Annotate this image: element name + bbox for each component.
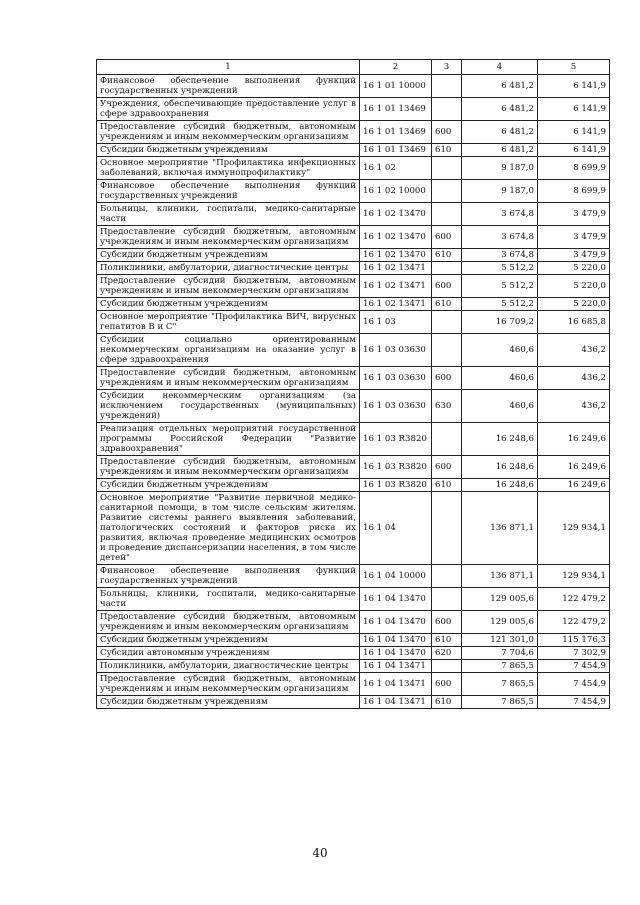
table-row — [97, 390, 610, 423]
row-value-1: 7 865,5 — [462, 673, 538, 696]
row-value-2: 16 249,6 — [538, 479, 610, 492]
row-expense-type — [432, 565, 462, 588]
table-row — [97, 479, 610, 492]
row-value-1: 129 005,6 — [462, 588, 538, 611]
table-header — [97, 60, 610, 75]
row-name: Предоставление субсидий бюджетным, автономным учреждениям и иным некоммерческим организациям — [97, 275, 360, 298]
row-code: 16 1 02 10000 — [360, 180, 432, 203]
row-expense-type — [432, 75, 462, 98]
row-name: Финансовое обеспечение выполнения функций государственных учреждений — [97, 565, 360, 588]
table-row — [97, 157, 610, 180]
header-col-1: 1 — [97, 60, 360, 75]
row-value-2: 5 220,0 — [538, 298, 610, 311]
row-value-2: 16 249,6 — [538, 456, 610, 479]
table-row — [97, 226, 610, 249]
table-row — [97, 311, 610, 334]
row-value-2: 129 934,1 — [538, 492, 610, 565]
row-value-1: 5 512,2 — [462, 298, 538, 311]
row-name: Субсидии бюджетным учреждениям — [97, 249, 360, 262]
table-row — [97, 298, 610, 311]
row-value-2: 436,2 — [538, 334, 610, 367]
row-name: Субсидии социально ориентированным некоммерческим организациям на оказание услуг в сфере здравоохранения — [97, 334, 360, 367]
row-expense-type: 610 — [432, 298, 462, 311]
row-name: Поликлиники, амбулатории, диагностические центры — [97, 660, 360, 673]
row-value-1: 16 248,6 — [462, 423, 538, 456]
row-value-1: 3 674,8 — [462, 226, 538, 249]
row-value-1: 129 005,6 — [462, 611, 538, 634]
row-name: Субсидии бюджетным учреждениям — [97, 144, 360, 157]
row-value-2: 16 249,6 — [538, 423, 610, 456]
table-row — [97, 334, 610, 367]
row-code: 16 1 03 03630 — [360, 390, 432, 423]
row-code: 16 1 02 13470 — [360, 249, 432, 262]
row-name: Субсидии бюджетным учреждениям — [97, 634, 360, 647]
row-expense-type — [432, 311, 462, 334]
row-name: Больницы, клиники, госпитали, медико-санитарные части — [97, 588, 360, 611]
row-code: 16 1 04 13470 — [360, 611, 432, 634]
row-value-1: 5 512,2 — [462, 262, 538, 275]
row-code: 16 1 04 13471 — [360, 673, 432, 696]
row-value-1: 121 301,0 — [462, 634, 538, 647]
row-value-2: 3 479,9 — [538, 226, 610, 249]
row-expense-type — [432, 588, 462, 611]
table-row — [97, 588, 610, 611]
row-name: Основное мероприятие "Развитие первичной медико-санитарной помощи, в том числе сельским жителям. Развитие системы раннего выявления заболеваний, патологических состояний и факторов риска их развития, включая проведение медицинских осмотров и проведение диспансеризации населения, в том числе детей" — [97, 492, 360, 565]
table-row — [97, 634, 610, 647]
row-name: Субсидии бюджетным учреждениям — [97, 479, 360, 492]
row-expense-type: 600 — [432, 275, 462, 298]
row-value-1: 7 865,5 — [462, 660, 538, 673]
row-value-2: 6 141,9 — [538, 98, 610, 121]
row-name: Предоставление субсидий бюджетным, автономным учреждениям и иным некоммерческим организациям — [97, 367, 360, 390]
row-value-2: 6 141,9 — [538, 75, 610, 98]
header-row — [97, 60, 610, 75]
row-code: 16 1 04 10000 — [360, 565, 432, 588]
row-code: 16 1 02 13471 — [360, 275, 432, 298]
row-code: 16 1 04 13471 — [360, 660, 432, 673]
table-row — [97, 75, 610, 98]
row-name: Субсидии некоммерческим организациям (за исключением государственных (муниципальных) учреждений) — [97, 390, 360, 423]
row-code: 16 1 02 13471 — [360, 298, 432, 311]
row-value-1: 460,6 — [462, 367, 538, 390]
row-value-2: 436,2 — [538, 367, 610, 390]
row-name: Финансовое обеспечение выполнения функций государственных учреждений — [97, 180, 360, 203]
row-expense-type — [432, 334, 462, 367]
row-value-2: 8 699,9 — [538, 157, 610, 180]
row-value-1: 16 248,6 — [462, 456, 538, 479]
row-expense-type: 610 — [432, 634, 462, 647]
row-value-1: 460,6 — [462, 334, 538, 367]
row-expense-type: 600 — [432, 611, 462, 634]
page-number: 40 — [312, 846, 328, 860]
table-row — [97, 456, 610, 479]
row-name: Реализация отдельных мероприятий государственной программы Российской Федерации "Развитие здравоохранения" — [97, 423, 360, 456]
table-row — [97, 249, 610, 262]
row-code: 16 1 01 13469 — [360, 121, 432, 144]
table-row — [97, 275, 610, 298]
row-value-2: 7 454,9 — [538, 660, 610, 673]
row-expense-type — [432, 203, 462, 226]
row-value-2: 8 699,9 — [538, 180, 610, 203]
row-value-1: 136 871,1 — [462, 492, 538, 565]
table-row — [97, 565, 610, 588]
row-value-1: 6 481,2 — [462, 75, 538, 98]
table-body — [97, 75, 610, 709]
budget-table — [96, 59, 610, 709]
row-value-2: 3 479,9 — [538, 249, 610, 262]
row-value-2: 7 302,9 — [538, 647, 610, 660]
row-code: 16 1 02 13470 — [360, 203, 432, 226]
row-expense-type — [432, 492, 462, 565]
row-name: Субсидии автономным учреждениям — [97, 647, 360, 660]
row-value-2: 436,2 — [538, 390, 610, 423]
row-value-1: 9 187,0 — [462, 157, 538, 180]
row-name: Субсидии бюджетным учреждениям — [97, 696, 360, 709]
row-value-2: 6 141,9 — [538, 144, 610, 157]
row-value-1: 5 512,2 — [462, 275, 538, 298]
row-expense-type: 600 — [432, 121, 462, 144]
row-value-1: 136 871,1 — [462, 565, 538, 588]
row-expense-type: 610 — [432, 249, 462, 262]
table-row — [97, 367, 610, 390]
table-row — [97, 98, 610, 121]
row-code: 16 1 03 R3820 — [360, 456, 432, 479]
row-value-2: 6 141,9 — [538, 121, 610, 144]
row-value-1: 3 674,8 — [462, 249, 538, 262]
row-value-1: 7 704,6 — [462, 647, 538, 660]
row-expense-type: 610 — [432, 479, 462, 492]
header-col-3: 3 — [432, 60, 462, 75]
row-code: 16 1 03 03630 — [360, 367, 432, 390]
table-row — [97, 647, 610, 660]
row-name: Основное мероприятие "Профилактика ВИЧ, вирусных гепатитов В и С" — [97, 311, 360, 334]
row-value-1: 9 187,0 — [462, 180, 538, 203]
table-row — [97, 492, 610, 565]
row-name: Предоставление субсидий бюджетным, автономным учреждениям и иным некоммерческим организациям — [97, 226, 360, 249]
header-col-2: 2 — [360, 60, 432, 75]
row-code: 16 1 04 13471 — [360, 696, 432, 709]
row-value-2: 5 220,0 — [538, 262, 610, 275]
row-name: Предоставление субсидий бюджетным, автономным учреждениям и иным некоммерческим организациям — [97, 456, 360, 479]
table-row — [97, 121, 610, 144]
row-name: Поликлиники, амбулатории, диагностические центры — [97, 262, 360, 275]
row-code: 16 1 03 R3820 — [360, 423, 432, 456]
table-row — [97, 144, 610, 157]
row-value-2: 3 479,9 — [538, 203, 610, 226]
table-row — [97, 611, 610, 634]
row-expense-type: 610 — [432, 696, 462, 709]
row-value-2: 129 934,1 — [538, 565, 610, 588]
row-value-2: 122 479,2 — [538, 588, 610, 611]
row-code: 16 1 02 13471 — [360, 262, 432, 275]
row-code: 16 1 02 13470 — [360, 226, 432, 249]
row-code: 16 1 03 03630 — [360, 334, 432, 367]
row-value-1: 3 674,8 — [462, 203, 538, 226]
row-expense-type — [432, 98, 462, 121]
row-expense-type — [432, 180, 462, 203]
row-expense-type: 610 — [432, 144, 462, 157]
row-expense-type: 630 — [432, 390, 462, 423]
row-value-1: 7 865,5 — [462, 696, 538, 709]
table-row — [97, 203, 610, 226]
table-row — [97, 673, 610, 696]
row-code: 16 1 01 13469 — [360, 98, 432, 121]
row-name: Основное мероприятие "Профилактика инфекционных заболеваний, включая иммунопрофилактику" — [97, 157, 360, 180]
table-row — [97, 180, 610, 203]
table-row — [97, 423, 610, 456]
row-expense-type: 600 — [432, 673, 462, 696]
row-value-1: 460,6 — [462, 390, 538, 423]
table-row — [97, 262, 610, 275]
row-value-2: 7 454,9 — [538, 696, 610, 709]
row-name: Предоставление субсидий бюджетным, автономным учреждениям и иным некоммерческим организациям — [97, 673, 360, 696]
table-row — [97, 660, 610, 673]
row-expense-type — [432, 660, 462, 673]
row-code: 16 1 04 13470 — [360, 634, 432, 647]
row-name: Учреждения, обеспечивающие предоставление услуг в сфере здравоохранения — [97, 98, 360, 121]
row-value-2: 16 685,8 — [538, 311, 610, 334]
row-expense-type: 600 — [432, 367, 462, 390]
row-value-1: 6 481,2 — [462, 98, 538, 121]
row-value-2: 115 176,3 — [538, 634, 610, 647]
row-value-1: 6 481,2 — [462, 144, 538, 157]
row-code: 16 1 01 13469 — [360, 144, 432, 157]
row-name: Предоставление субсидий бюджетным, автономным учреждениям и иным некоммерческим организациям — [97, 611, 360, 634]
row-expense-type — [432, 157, 462, 180]
row-code: 16 1 03 R3820 — [360, 479, 432, 492]
row-code: 16 1 04 — [360, 492, 432, 565]
row-expense-type — [432, 423, 462, 456]
row-name: Финансовое обеспечение выполнения функций государственных учреждений — [97, 75, 360, 98]
row-code: 16 1 04 13470 — [360, 588, 432, 611]
row-code: 16 1 02 — [360, 157, 432, 180]
row-expense-type: 600 — [432, 226, 462, 249]
row-code: 16 1 03 — [360, 311, 432, 334]
row-name: Предоставление субсидий бюджетным, автономным учреждениям и иным некоммерческим организациям — [97, 121, 360, 144]
row-value-1: 16 709,2 — [462, 311, 538, 334]
row-name: Субсидии бюджетным учреждениям — [97, 298, 360, 311]
row-value-2: 5 220,0 — [538, 275, 610, 298]
row-name: Больницы, клиники, госпитали, медико-санитарные части — [97, 203, 360, 226]
row-value-1: 6 481,2 — [462, 121, 538, 144]
header-col-4: 4 — [462, 60, 538, 75]
header-col-5: 5 — [538, 60, 610, 75]
row-code: 16 1 01 10000 — [360, 75, 432, 98]
table-row — [97, 696, 610, 709]
row-expense-type — [432, 262, 462, 275]
row-value-2: 122 479,2 — [538, 611, 610, 634]
row-code: 16 1 04 13470 — [360, 647, 432, 660]
row-expense-type: 600 — [432, 456, 462, 479]
row-value-1: 16 248,6 — [462, 479, 538, 492]
row-value-2: 7 454,9 — [538, 673, 610, 696]
row-expense-type: 620 — [432, 647, 462, 660]
